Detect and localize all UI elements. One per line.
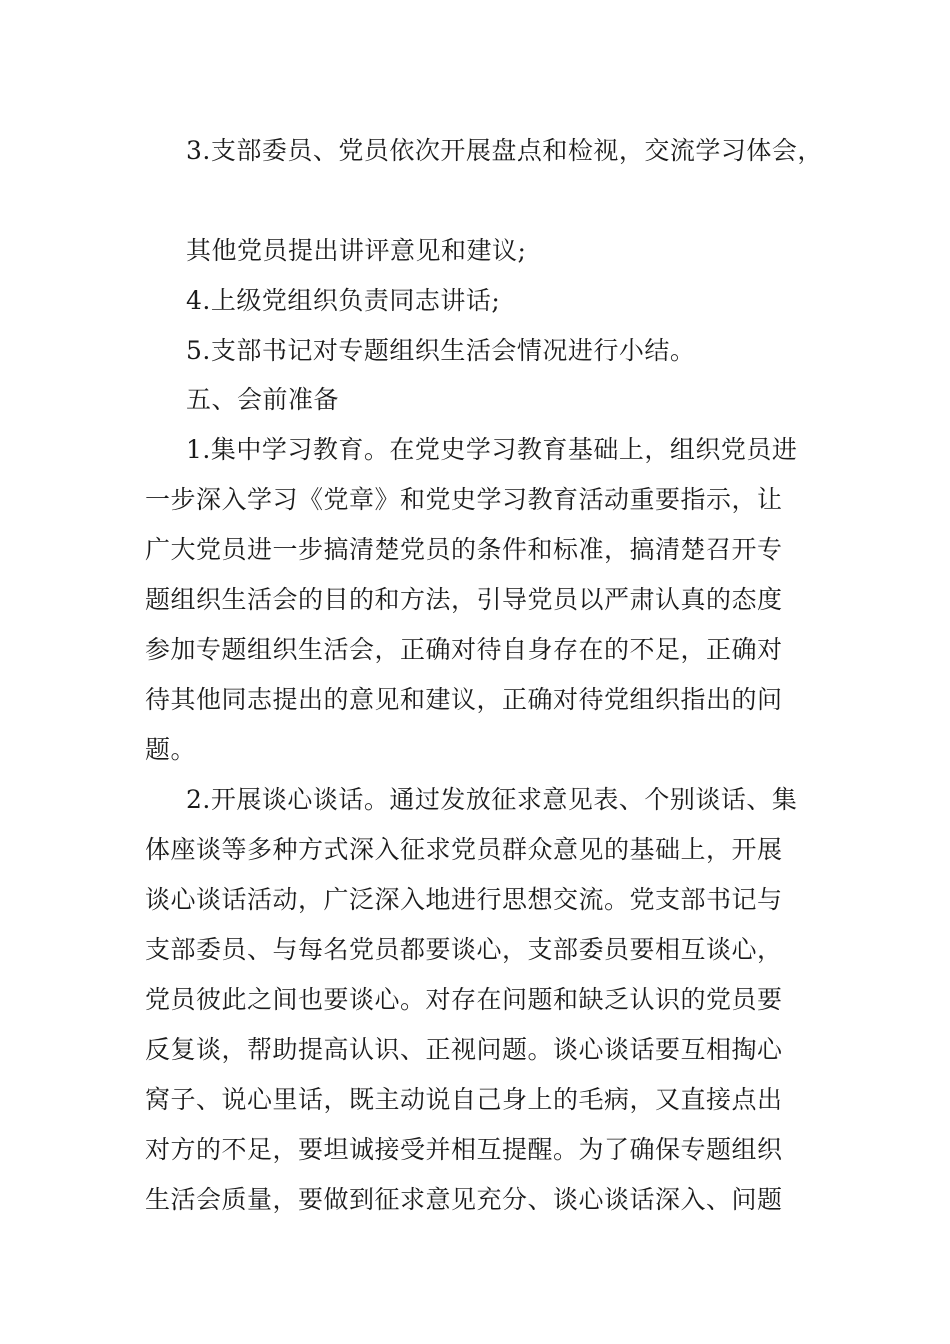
paragraph-1-line-4: 题组织生活会的目的和方法，引导党员以严肃认真的态度 (145, 585, 783, 614)
text-line-item-3: 3.支部委员、党员依次开展盘点和检视，交流学习体会， (186, 136, 823, 165)
paragraph-2-line-9: 生活会质量，要做到征求意见充分、谈心谈话深入、问题 (145, 1185, 783, 1214)
paragraph-1-line-6: 待其他同志提出的意见和建议，正确对待党组织指出的问 (145, 685, 783, 714)
text-line-item-5: 5.支部书记对专题组织生活会情况进行小结。 (186, 336, 696, 365)
paragraph-1-line-1: 1.集中学习教育。在党史学习教育基础上，组织党员进 (186, 435, 798, 464)
paragraph-1-line-2: 一步深入学习《党章》和党史学习教育活动重要指示，让 (145, 485, 783, 514)
paragraph-2-line-1: 2.开展谈心谈话。通过发放征求意见表、个别谈话、集 (186, 785, 798, 814)
paragraph-2-line-4: 支部委员、与每名党员都要谈心，支部委员要相互谈心， (145, 935, 783, 964)
paragraph-2-line-2: 体座谈等多种方式深入征求党员群众意见的基础上，开展 (145, 835, 783, 864)
paragraph-2-line-5: 党员彼此之间也要谈心。对存在问题和缺乏认识的党员要 (145, 985, 783, 1014)
section-heading: 五、会前准备 (186, 385, 340, 414)
paragraph-2-line-6: 反复谈，帮助提高认识、正视问题。谈心谈话要互相掏心 (145, 1035, 783, 1064)
paragraph-1-line-3: 广大党员进一步搞清楚党员的条件和标准，搞清楚召开专 (145, 535, 783, 564)
paragraph-2-line-7: 窝子、说心里话，既主动说自己身上的毛病，又直接点出 (145, 1085, 783, 1114)
paragraph-1-line-5: 参加专题组织生活会，正确对待自身存在的不足，正确对 (145, 635, 783, 664)
text-line-item-3-cont: 其他党员提出讲评意见和建议; (186, 236, 527, 265)
paragraph-1-line-7: 题。 (145, 735, 197, 764)
text-line-item-4: 4.上级党组织负责同志讲话; (186, 286, 501, 315)
paragraph-2-line-3: 谈心谈话活动，广泛深入地进行思想交流。党支部书记与 (145, 885, 783, 914)
paragraph-2-line-8: 对方的不足，要坦诚接受并相互提醒。为了确保专题组织 (145, 1135, 783, 1164)
